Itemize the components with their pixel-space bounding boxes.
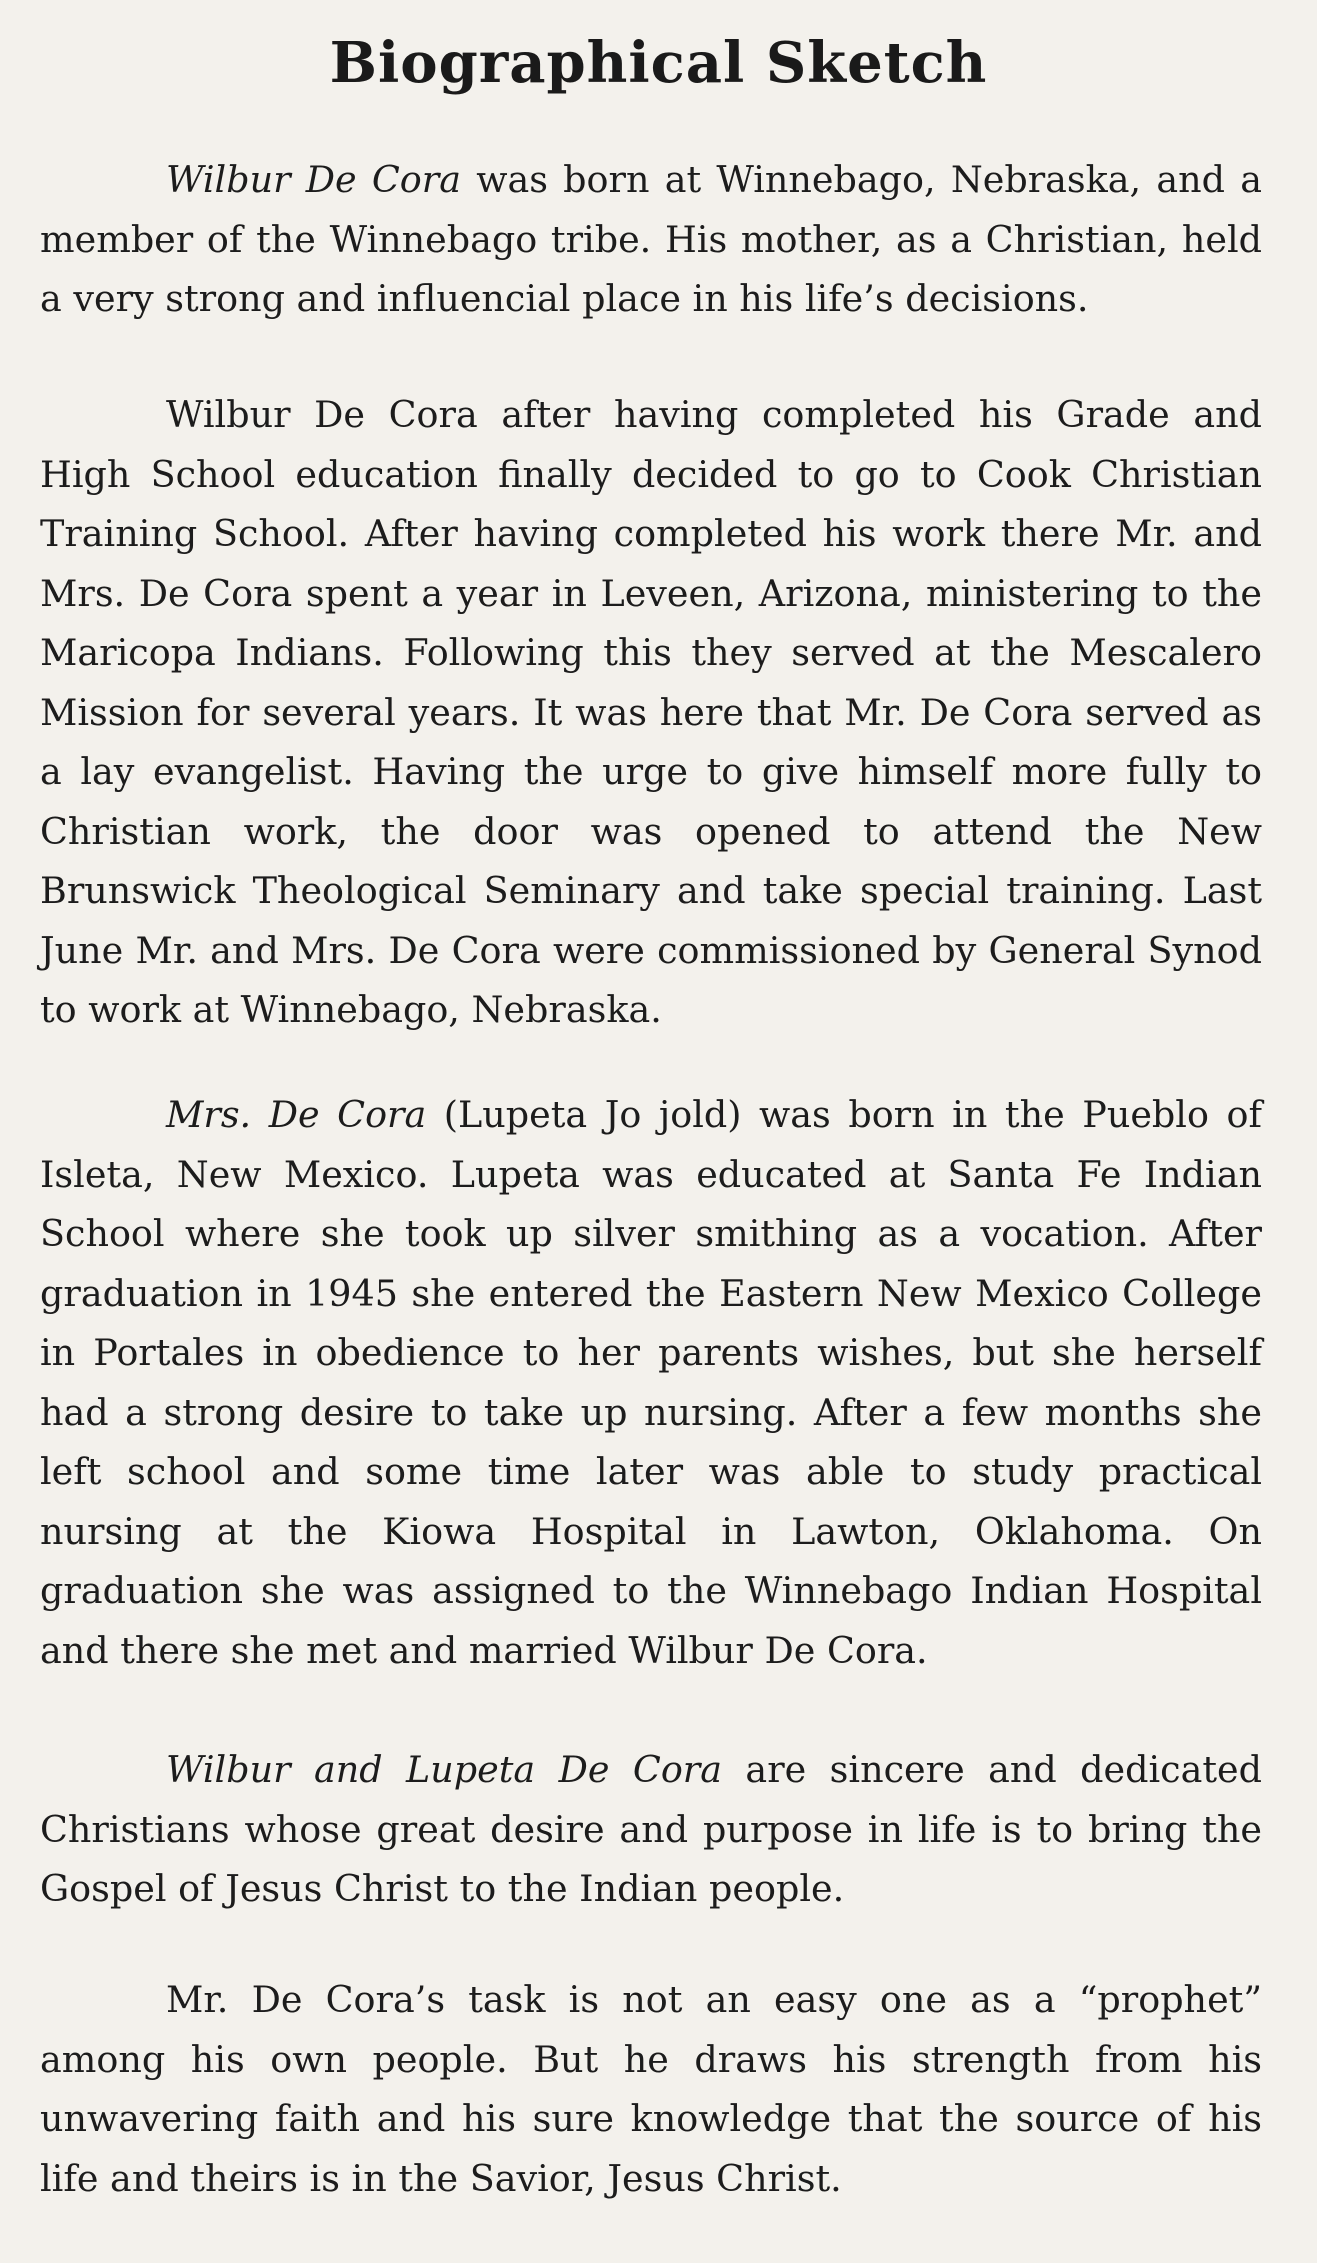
paragraph-3 xyxy=(40,1085,1262,1680)
paragraph-4 xyxy=(40,1740,1262,1919)
paragraph-2-text: Wilbur De Cora after having completed his Grade and High School education finally decided to go to Cook Christian Training School. After having completed his work there Mr. and Mrs. De Cora spent a year in Leveen, Arizona, ministering to the Maricopa Indians. Following this they served at the Mescalero Mission for several years. It was here that Mr. De Cora served as a lay evangelist. Having the urge to give himself more fully to Christian work, the door was opened to attend the New Brunswick Theological Seminary and take special training. Last June Mr. and Mrs. De Cora were commissioned by General Synod to work at Winnebago, Nebraska. xyxy=(40,393,1262,1031)
paragraph-2 xyxy=(40,385,1262,1040)
page-title: Biographical Sketch xyxy=(329,30,988,96)
paragraph-1-text: was born at Winnebago, Nebraska, and a member of the Winnebago tribe. His mother, as a Christian, held a very strong and influencial place in his life’s decisions. xyxy=(40,158,1262,320)
paragraph-4-lead: Wilbur and Lupeta De Cora xyxy=(166,1748,722,1791)
paragraph-5-text: Mr. De Cora’s task is not an easy one as a “prophet” among his own people. But he draws his strength from his unwavering faith and his sure knowledge that the source of his life and theirs is in the Savior, Jesus Christ. xyxy=(40,1978,1262,2200)
paragraph-3-text: (Lupeta Jo jold) was born in the Pueblo of Isleta, New Mexico. Lupeta was educated at Santa Fe Indian School where she took up silver smithing as a vocation. After graduation in 1945 she entered the Eastern New Mexico College in Portales in obedience to her parents wishes, but she herself had a strong desire to take up nursing. After a few months she left school and some time later was able to study practical nursing at the Kiowa Hospital in Lawton, Oklahoma. On graduation she was assigned to the Winnebago Indian Hospital and there she met and married Wilbur De Cora. xyxy=(40,1093,1262,1672)
paragraph-3-lead: Mrs. De Cora xyxy=(166,1093,427,1136)
paragraph-1-lead: Wilbur De Cora xyxy=(166,158,461,201)
paragraph-5 xyxy=(40,1970,1262,2208)
paragraph-1 xyxy=(40,150,1262,329)
paragraph-4-text: are sincere and dedicated Christians whose great desire and purpose in life is to bring the Gospel of Jesus Christ to the Indian people. xyxy=(40,1748,1262,1910)
